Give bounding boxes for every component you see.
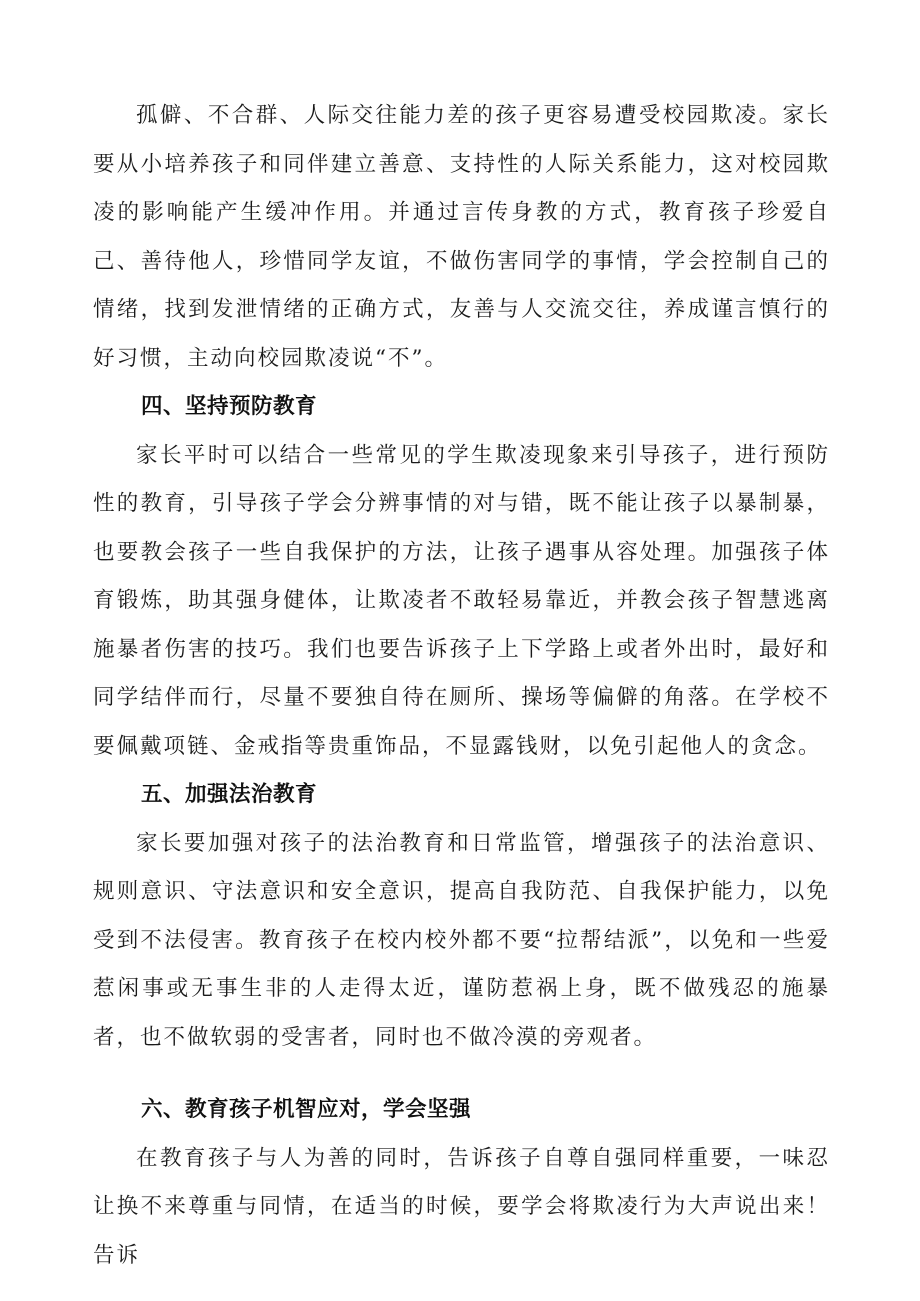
section-heading-resilience: 六、教育孩子机智应对，学会坚强: [141, 1097, 472, 1122]
section-heading-prevention: 四、坚持预防教育: [141, 394, 318, 419]
document-page: [93, 92, 830, 1280]
paragraph-prevention: 家长平时可以结合一些常见的学生欺凌现象来引导孩子，进行预防性的教育，引导孩子学会分辨事情的对与错，既不能让孩子以暴制暴，也要教会孩子一些自我保护的方法，让孩子遇事从容处理。加强孩子体育锻炼，助其强身健体，让欺凌者不敢轻易靠近，并教会孩子智慧逃离施暴者伤害的技巧。我们也要告诉孩子上下学路上或者外出时，最好和同学结伴而行，尽量不要独自待在厕所、操场等偏僻的角落。在学校不要佩戴项链、金戒指等贵重饰品，不显露钱财，以免引起他人的贪念。: [93, 442, 830, 759]
paragraph-resilience: 在教育孩子与人为善的同时，告诉孩子自尊自强同样重要，一味忍让换不来尊重与同情，在适当的时候，要学会将欺凌行为大声说出来！告诉: [93, 1145, 830, 1268]
paragraph-legal: 家长要加强对孩子的法治教育和日常监管，增强孩子的法治意识、规则意识、守法意识和安全意识，提高自我防范、自我保护能力，以免受到不法侵害。教育孩子在校内校外都不要“拉帮结派”，以免和一些爱惹闲事或无事生非的人走得太近，谨防惹祸上身，既不做残忍的施暴者，也不做软弱的受害者，同时也不做冷漠的旁观者。: [93, 830, 830, 1050]
paragraph-social-skills: 孤僻、不合群、人际交往能力差的孩子更容易遭受校园欺凌。家长要从小培养孩子和同伴建立善意、支持性的人际关系能力，这对校园欺凌的影响能产生缓冲作用。并通过言传身教的方式，教育孩子珍爱自己、善待他人，珍惜同学友谊，不做伤害同学的事情，学会控制自己的情绪，找到发泄情绪的正确方式，友善与人交流交往，养成谨言慎行的好习惯，主动向校园欺凌说“不”。: [93, 103, 830, 371]
section-heading-legal: 五、加强法治教育: [141, 782, 318, 807]
